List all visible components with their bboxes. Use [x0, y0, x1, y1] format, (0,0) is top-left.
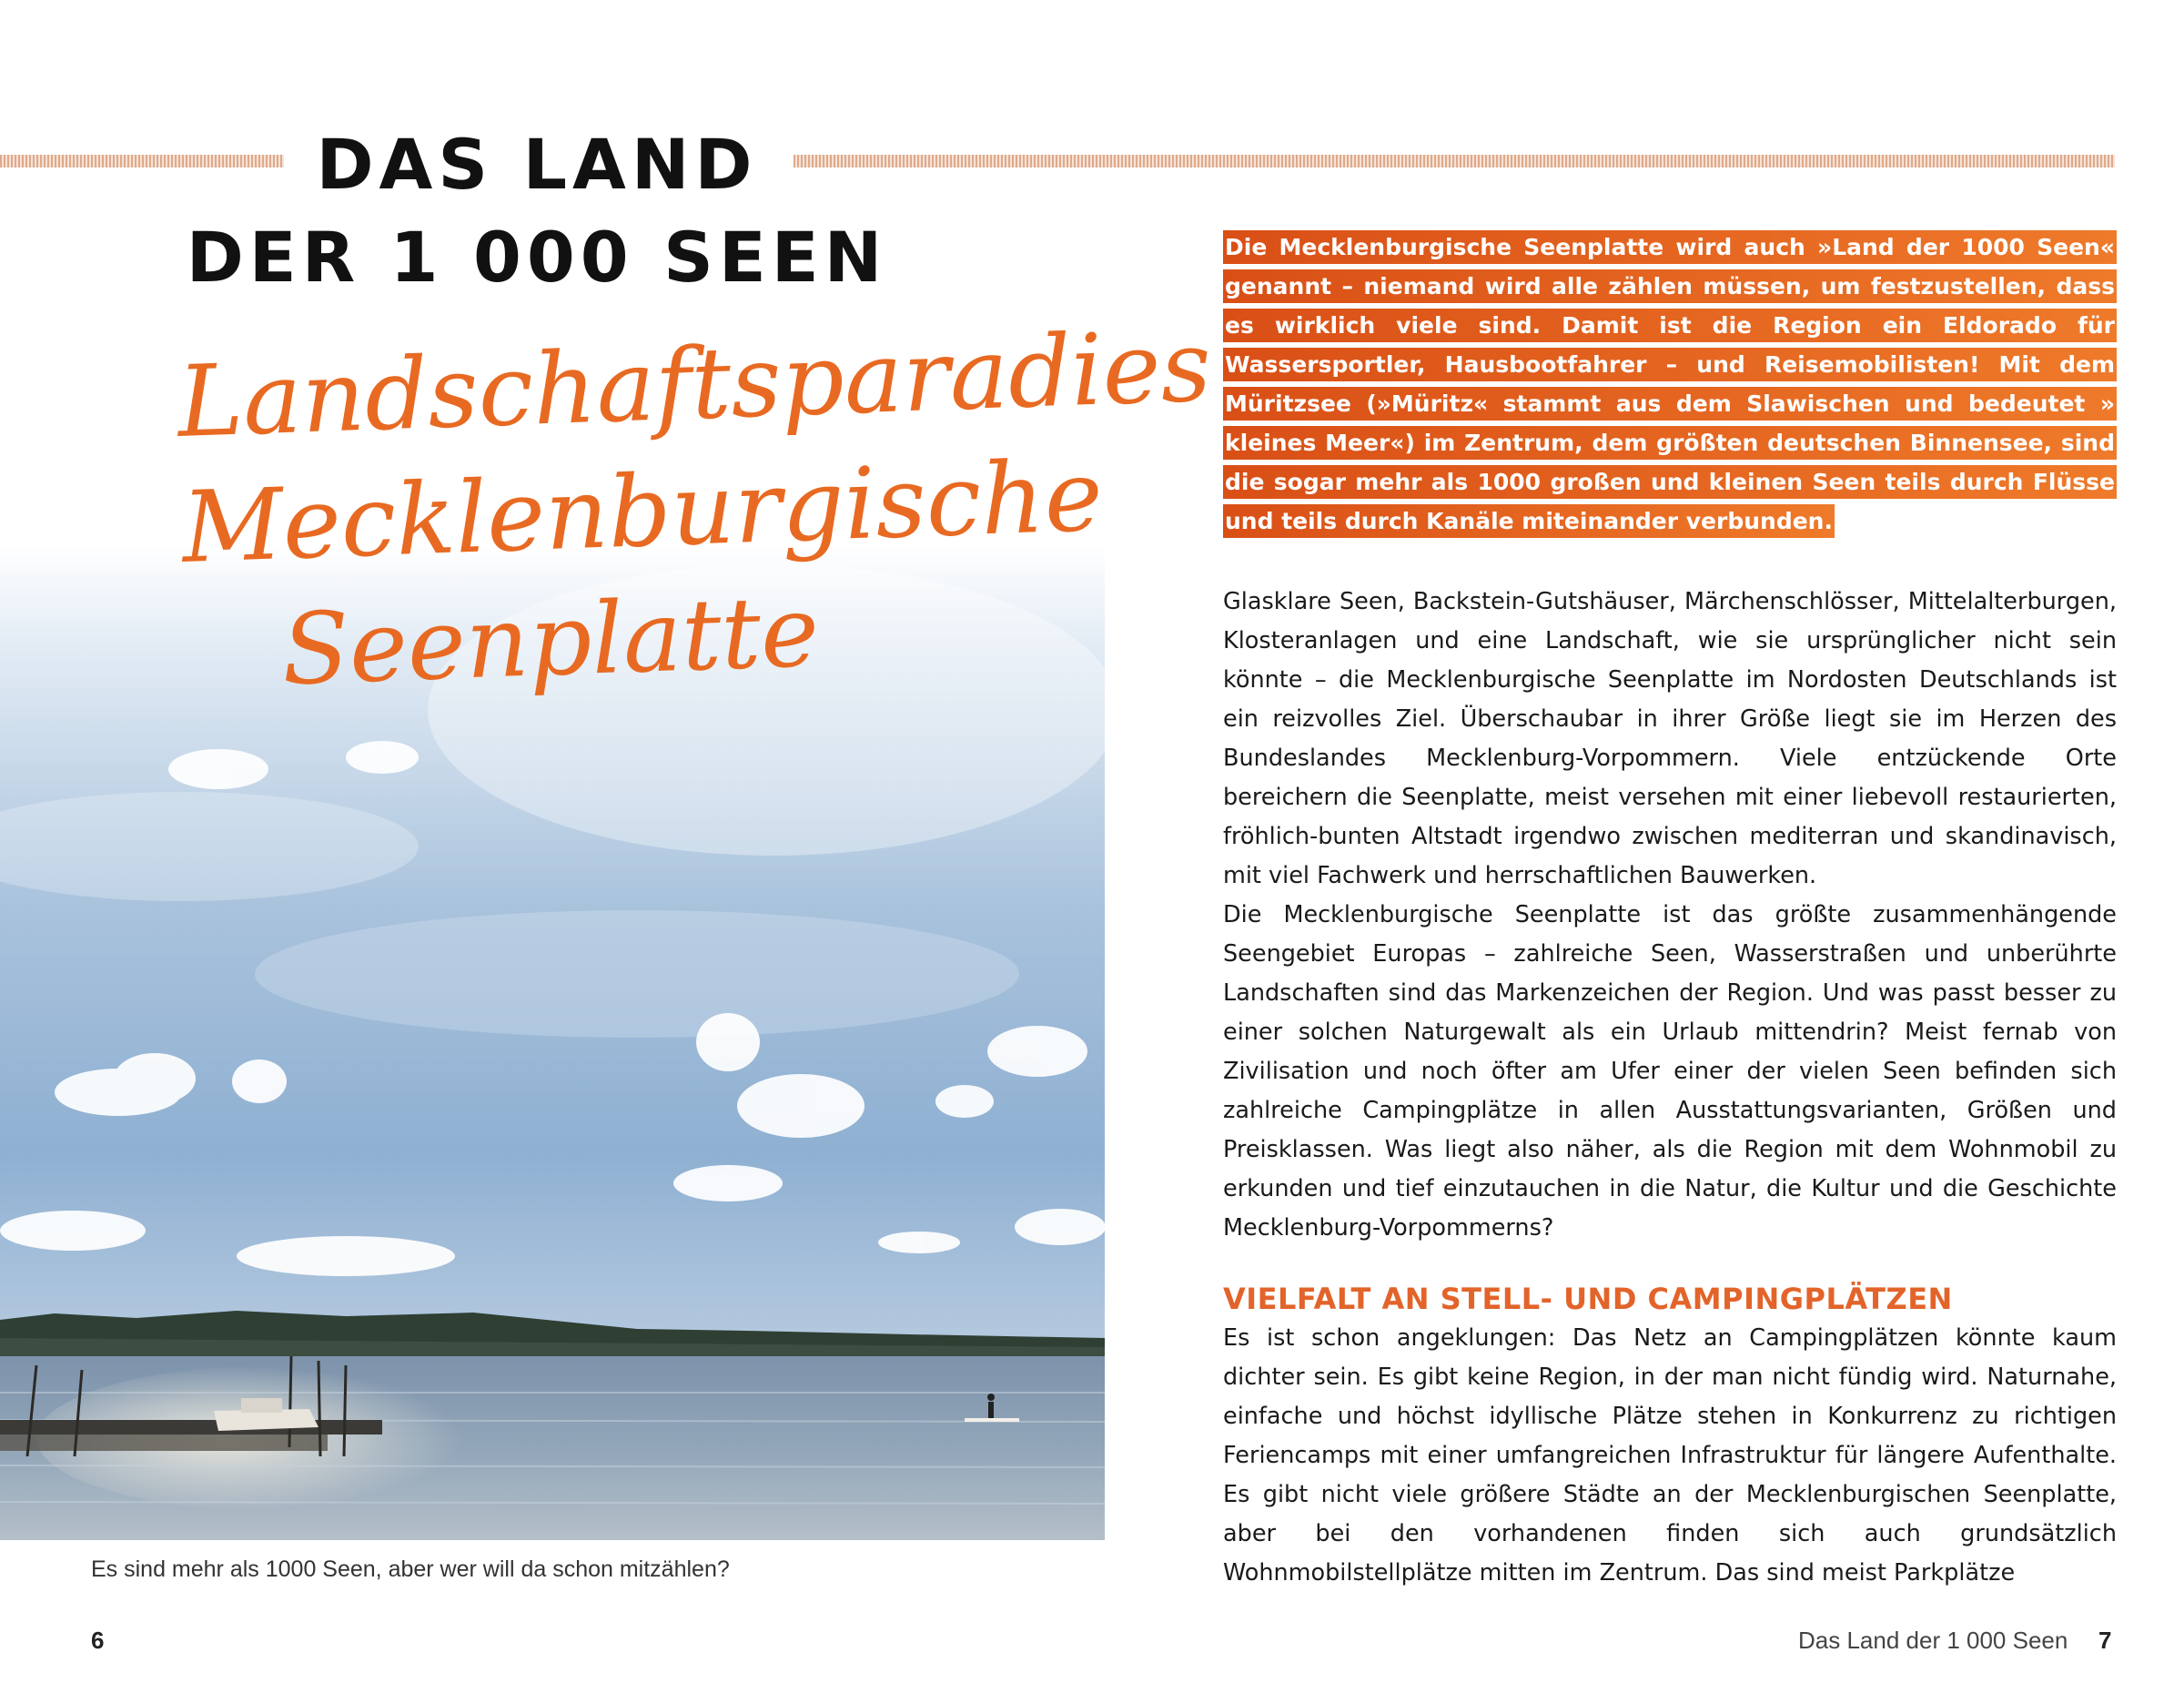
page-title-line-1: DAS LAND: [316, 124, 758, 205]
section-heading: VIELFALT AN STELL- UND CAMPINGPLÄTZEN: [1223, 1282, 1953, 1316]
script-subtitle-line-2: Mecklenburgische: [180, 439, 1105, 585]
script-subtitle-line-3: Seenplatte: [279, 574, 821, 708]
script-subtitle: [176, 309, 1213, 717]
lead-paragraph: [1223, 228, 2117, 541]
lead-highlight: Die Mecklenburgische Seenplatte wird auch »Land der 1000 Seen« genannt – niemand wird alle zählen müssen, um festzustellen, dass es wirklich viele sind. Damit ist die Region ein Eldorado für Wassersportler, Hausbootfahrer – und Reisemobilisten! Mit dem Müritzsee (»Müritz« stammt aus dem Slawischen und bedeutet » kleines Meer«) im Zentrum, dem größten deutschen Binnensee, sind die sogar mehr als 1000 großen und kleinen Seen teils durch Flüsse und teils durch Kanäle miteinander verbunden.: [1223, 230, 2117, 538]
page-title: [173, 118, 901, 304]
running-footer: Das Land der 1 000 Seen: [1798, 1627, 2068, 1654]
body-paragraph-2: Die Mecklenburgische Seenplatte ist das größte zusammenhängende Seengebiet Europas – zahlreiche Seen, Wasserstraßen und unberührte Landschaften sind das Markenzeichen der Region. Und was passt besser zu einer solchen Naturgewalt als ein Urlaub mittendrin? Meist fernab von Zivilisation und noch öfter am Ufer einer der vielen Seen befinden sich zahlreiche Campingplätze in allen Ausstattungsvarianten, Größen und Preisklassen. Was liegt also näher, als die Region mit dem Wohnmobil zu erkunden und tief einzutauchen in die Natur, die Kultur und die Geschichte Mecklenburg-Vorpommerns?: [1223, 901, 2117, 1242]
body-paragraph-3: Es ist schon angeklungen: Das Netz an Campingplätzen könnte kaum dichter sein. Es gibt keine Region, in der man nicht fündig wird. Naturnahe, einfache und höchst idyllische Plätze stehen in Konkurrenz zu richtigen Feriencamps mit einer umfangreichen Infrastruktur für längere Aufenthalte. Es gibt nicht viele größere Städte an der Mecklenburgischen Seenplatte, aber bei den vorhandenen finden sich auch grundsätzlich Wohnmobilstellplätze mitten im Zentrum. Das sind meist Parkplätze: [1223, 1324, 2117, 1587]
page-number-right: 7: [2098, 1627, 2112, 1654]
page-title-line-2: DER 1 000 SEEN: [186, 217, 888, 298]
body-paragraph-1: Glasklare Seen, Backstein-Gutshäuser, Märchenschlösser, Mittelalterburgen, Klosteranlagen und eine Landschaft, wie sie ursprünglicher nicht sein könnte – die Mecklenburgische Seenplatte im Nordosten Deutschlands ist ein reizvolles Ziel. Überschaubar in ihrer Größe liegt sie im Herzen des Bundeslandes Mecklenburg-Vorpommern. Viele entzückende Orte bereichern die Seenplatte, meist versehen mit einer liebevoll restaurierten, fröhlich-bunten Altstadt irgendwo zwischen mediterran und skandinavisch, mit viel Fachwerk und herrschaftlichen Bauwerken.: [1223, 588, 2117, 889]
script-subtitle-line-1: Landschaftsparadies: [176, 309, 1213, 461]
page-number-left: 6: [91, 1627, 105, 1654]
right-text-column: [1223, 228, 2117, 1593]
photo-caption: Es sind mehr als 1000 Seen, aber wer will da schon mitzählen?: [91, 1556, 730, 1582]
decorative-rule-right: [794, 155, 2115, 167]
